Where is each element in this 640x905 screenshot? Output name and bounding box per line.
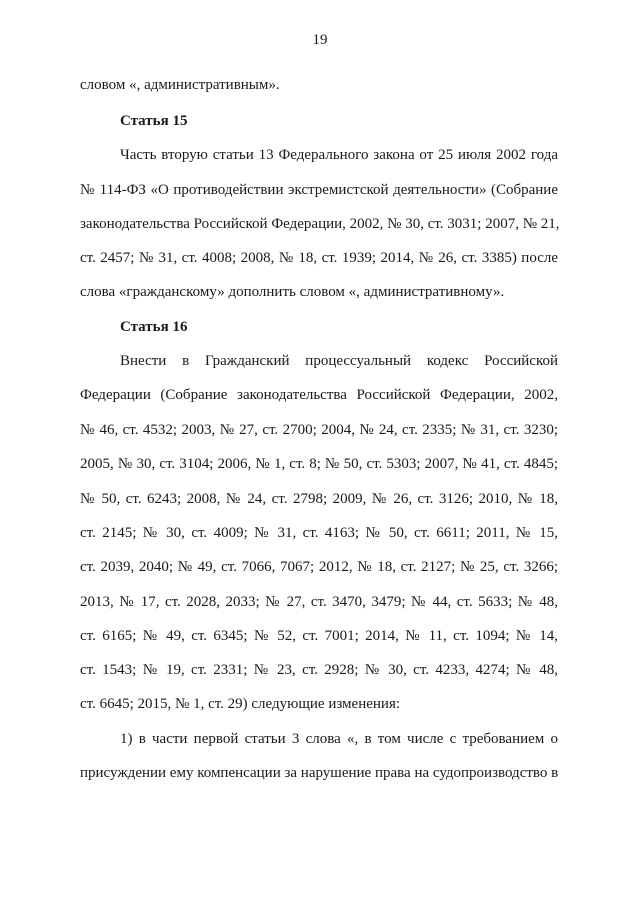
article-16-heading: Статья 16 (120, 319, 188, 335)
page-number: 19 (312, 32, 328, 48)
intro-line: словом «, административным». (80, 77, 280, 93)
article-16-line: № 46, ст. 4532; 2003, № 27, ст. 2700; 2004, № 24, ст. 2335; № 31, ст. 3230; (80, 422, 558, 438)
article-16-line: ст. 2145; № 30, ст. 4009; № 31, ст. 4163; № 50, ст. 6611; 2011, № 15, (80, 525, 558, 541)
article-16-line: ст. 6645; 2015, № 1, ст. 29) следующие изменения: (80, 696, 401, 712)
article-15-line: Часть вторую статьи 13 Федерального закона от 25 июля 2002 года (120, 147, 558, 163)
article-15-line: слова «гражданскому» дополнить словом «, административному». (80, 284, 505, 300)
article-16-line: Внести в Гражданский процессуальный кодекс Российской (120, 353, 558, 369)
article-16-line: присуждении ему компенсации за нарушение права на судопроизводство в (80, 765, 559, 781)
article-16-line: 1) в части первой статьи 3 слова «, в том числе с требованием о (120, 731, 558, 747)
article-15-line: законодательства Российской Федерации, 2002, № 30, ст. 3031; 2007, № 21, (80, 216, 560, 232)
article-15-line: № 114-ФЗ «О противодействии экстремистской деятельности» (Собрание (80, 182, 558, 198)
article-16-line: ст. 1543; № 19, ст. 2331; № 23, ст. 2928; № 30, ст. 4233, 4274; № 48, (80, 662, 558, 678)
article-16-line: ст. 2039, 2040; № 49, ст. 7066, 7067; 2012, № 18, ст. 2127; № 25, ст. 3266; (80, 559, 558, 575)
article-16-line: 2005, № 30, ст. 3104; 2006, № 1, ст. 8; № 50, ст. 5303; 2007, № 41, ст. 4845; (80, 456, 558, 472)
article-16-line: 2013, № 17, ст. 2028, 2033; № 27, ст. 3470, 3479; № 44, ст. 5633; № 48, (80, 594, 558, 610)
article-16-line: № 50, ст. 6243; 2008, № 24, ст. 2798; 2009, № 26, ст. 3126; 2010, № 18, (80, 491, 558, 507)
article-16-line: ст. 6165; № 49, ст. 6345; № 52, ст. 7001; 2014, № 11, ст. 1094; № 14, (80, 628, 558, 644)
article-16-line: Федерации (Собрание законодательства Российской Федерации, 2002, (80, 387, 558, 403)
article-15-line: ст. 2457; № 31, ст. 4008; 2008, № 18, ст. 1939; 2014, № 26, ст. 3385) после (80, 250, 558, 266)
article-15-heading: Статья 15 (120, 113, 188, 129)
